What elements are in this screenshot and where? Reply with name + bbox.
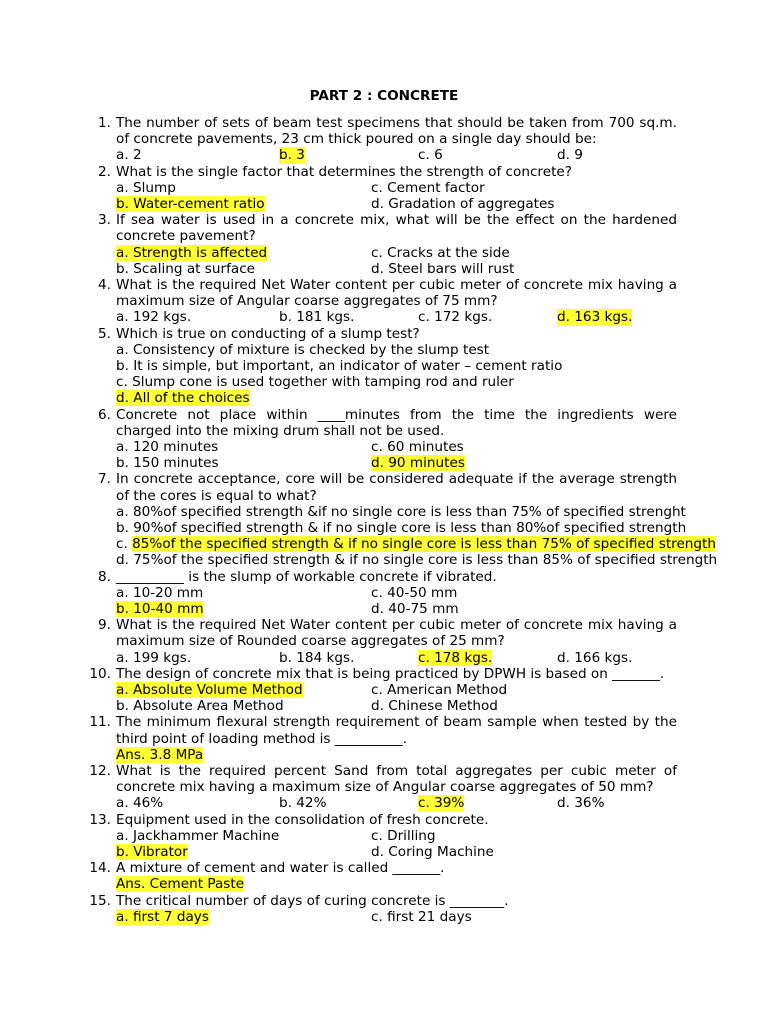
choice: c. 40-50 mm bbox=[371, 584, 458, 601]
question-text: The design of concrete mix that is being practiced by DPWH is based on _______. bbox=[116, 665, 665, 682]
question-text: Which is true on conducting of a slump test? bbox=[116, 325, 420, 342]
question-number: 10. bbox=[89, 665, 111, 682]
choice: a. 2 bbox=[116, 147, 142, 164]
choice: c. American Method bbox=[371, 681, 508, 698]
choice: a. 46% bbox=[116, 795, 164, 812]
question-text: In concrete acceptance, core will be considered adequate if the average strength of the cores is equal to what? bbox=[116, 471, 677, 504]
choice-answer: d. 163 kgs. bbox=[557, 309, 633, 326]
question-1 bbox=[87, 115, 677, 164]
choice-answer: d. 90 minutes bbox=[371, 455, 465, 472]
choice: b. 42% bbox=[279, 795, 327, 812]
choice: d. 9 bbox=[557, 147, 583, 164]
choice: c. 6 bbox=[418, 147, 443, 164]
question-number: 6. bbox=[98, 406, 111, 423]
question-number: 3. bbox=[98, 212, 111, 229]
question-9 bbox=[87, 617, 677, 666]
question-7 bbox=[87, 471, 718, 569]
question-text: The critical number of days of curing concrete is ________. bbox=[116, 892, 509, 909]
choice: a. 192 kgs. bbox=[116, 309, 192, 326]
question-number: 9. bbox=[98, 617, 111, 634]
choice: c. 172 kgs. bbox=[418, 309, 493, 326]
question-text: The minimum flexural strength requirement of beam sample when tested by the third point of loading method is __________. bbox=[116, 714, 677, 747]
question-number: 7. bbox=[98, 471, 111, 488]
question-number: 8. bbox=[98, 568, 111, 585]
choice-answer: a. Absolute Volume Method bbox=[116, 681, 303, 698]
question-8 bbox=[87, 569, 677, 618]
question-number: 11. bbox=[89, 714, 111, 731]
question-text: What is the single factor that determines the strength of concrete? bbox=[116, 163, 572, 180]
question-10 bbox=[87, 666, 677, 715]
choice-answer: c. 39% bbox=[418, 795, 465, 812]
choice: a. Jackhammer Machine bbox=[116, 827, 280, 844]
question-list bbox=[87, 115, 718, 925]
choice: b. It is simple, but important, an indicator of water – cement ratio bbox=[116, 357, 563, 374]
choice: c. Cement factor bbox=[371, 179, 485, 196]
question-number: 2. bbox=[98, 163, 111, 180]
choice-answer: a. Strength is affected bbox=[116, 244, 268, 261]
question-number: 5. bbox=[98, 325, 111, 342]
choice-answer: b. 10-40 mm bbox=[116, 600, 204, 617]
question-5 bbox=[87, 326, 677, 407]
choice-answer: a. first 7 days bbox=[116, 908, 209, 925]
question-11 bbox=[87, 714, 677, 763]
question-12 bbox=[87, 763, 677, 812]
choice-answer: c. 178 kgs. bbox=[418, 649, 493, 666]
choice-letter: c. bbox=[116, 536, 128, 553]
choice: d. Steel bars will rust bbox=[371, 260, 515, 277]
question-text: The number of sets of beam test specimens that should be taken from 700 sq.m. of concrete pavements, 23 cm thick poured on a single day should be: bbox=[116, 115, 677, 148]
answer-text: Ans. 3.8 MPa bbox=[116, 746, 204, 763]
question-text: Concrete not place within ____minutes from the time the ingredients were charged into the mixing drum shall not be used. bbox=[116, 406, 677, 439]
choice: c. 60 minutes bbox=[371, 438, 464, 455]
question-6 bbox=[87, 407, 677, 472]
question-text: A mixture of cement and water is called _______. bbox=[116, 860, 445, 877]
question-15 bbox=[87, 893, 677, 925]
choice: a. 120 minutes bbox=[116, 438, 219, 455]
question-3 bbox=[87, 212, 677, 277]
question-text: What is the required percent Sand from total aggregates per cubic meter of concrete mix having a maximum size of Angular coarse aggregates of 50 mm? bbox=[116, 762, 677, 796]
choice-answer: d. All of the choices bbox=[116, 390, 250, 407]
choice-answer: b. Water-cement ratio bbox=[116, 195, 265, 212]
question-number: 13. bbox=[89, 811, 111, 828]
choice: c. Cracks at the side bbox=[371, 244, 510, 261]
choice-answer: b. 3 bbox=[279, 147, 305, 164]
choice: c. first 21 days bbox=[371, 908, 472, 925]
choice: a. 199 kgs. bbox=[116, 649, 192, 666]
question-13 bbox=[87, 812, 677, 861]
choice: b. 184 kgs. bbox=[279, 649, 355, 666]
question-4 bbox=[87, 277, 677, 326]
question-number: 1. bbox=[98, 115, 111, 131]
choice: a. 80%of specified strength &if no single core is less than 75% of specified strenght bbox=[116, 503, 686, 520]
question-text: If sea water is used in a concrete mix, what will be the effect on the hardened concrete pavement? bbox=[116, 212, 677, 245]
choice: a. Slump bbox=[116, 179, 176, 196]
question-text: What is the required Net Water content per cubic meter of concrete mix having a maximum size of Rounded coarse aggregates of 25 mm? bbox=[116, 617, 677, 650]
choice: d. 40-75 mm bbox=[371, 600, 459, 617]
question-text: Equipment used in the consolidation of fresh concrete. bbox=[116, 811, 489, 828]
question-number: 14. bbox=[89, 860, 111, 877]
question-text: What is the required Net Water content per cubic meter of concrete mix having a maximum size of Angular coarse aggregates of 75 mm? bbox=[116, 276, 677, 310]
choice: b. 90%of specified strength & if no single core is less than 80%of specified strength bbox=[116, 519, 687, 536]
choice: b. Absolute Area Method bbox=[116, 698, 284, 715]
page-title: PART 2 : CONCRETE bbox=[309, 88, 459, 104]
choice: d. Coring Machine bbox=[371, 843, 494, 860]
choice-answer: 85%of the specified strength & if no single core is less than 75% of specified strength bbox=[132, 536, 716, 553]
choice: d. 36% bbox=[557, 795, 605, 812]
choice: d. Gradation of aggregates bbox=[371, 195, 555, 212]
question-number: 4. bbox=[98, 276, 111, 293]
choice: d. Chinese Method bbox=[371, 698, 498, 715]
choice-answer: b. Vibrator bbox=[116, 843, 188, 860]
choice: a. Consistency of mixture is checked by the slump test bbox=[116, 341, 490, 358]
choice: b. 181 kgs. bbox=[279, 309, 355, 326]
choice: a. 10-20 mm bbox=[116, 584, 204, 601]
answer-text: Ans. Cement Paste bbox=[116, 876, 245, 893]
choice: d. 75%of the specified strength & if no single core is less than 85% of specified strength bbox=[116, 552, 718, 569]
choice: d. 166 kgs. bbox=[557, 649, 633, 666]
question-number: 12. bbox=[89, 762, 111, 779]
question-text: __________ is the slump of workable concrete if vibrated. bbox=[116, 568, 497, 585]
choice: b. Scaling at surface bbox=[116, 260, 256, 277]
question-2 bbox=[87, 164, 677, 213]
question-14 bbox=[87, 860, 677, 892]
choice: c. Slump cone is used together with tamping rod and ruler bbox=[116, 374, 514, 391]
choice: b. 150 minutes bbox=[116, 455, 219, 472]
choice: c. Drilling bbox=[371, 827, 436, 844]
question-number: 15. bbox=[89, 892, 111, 909]
